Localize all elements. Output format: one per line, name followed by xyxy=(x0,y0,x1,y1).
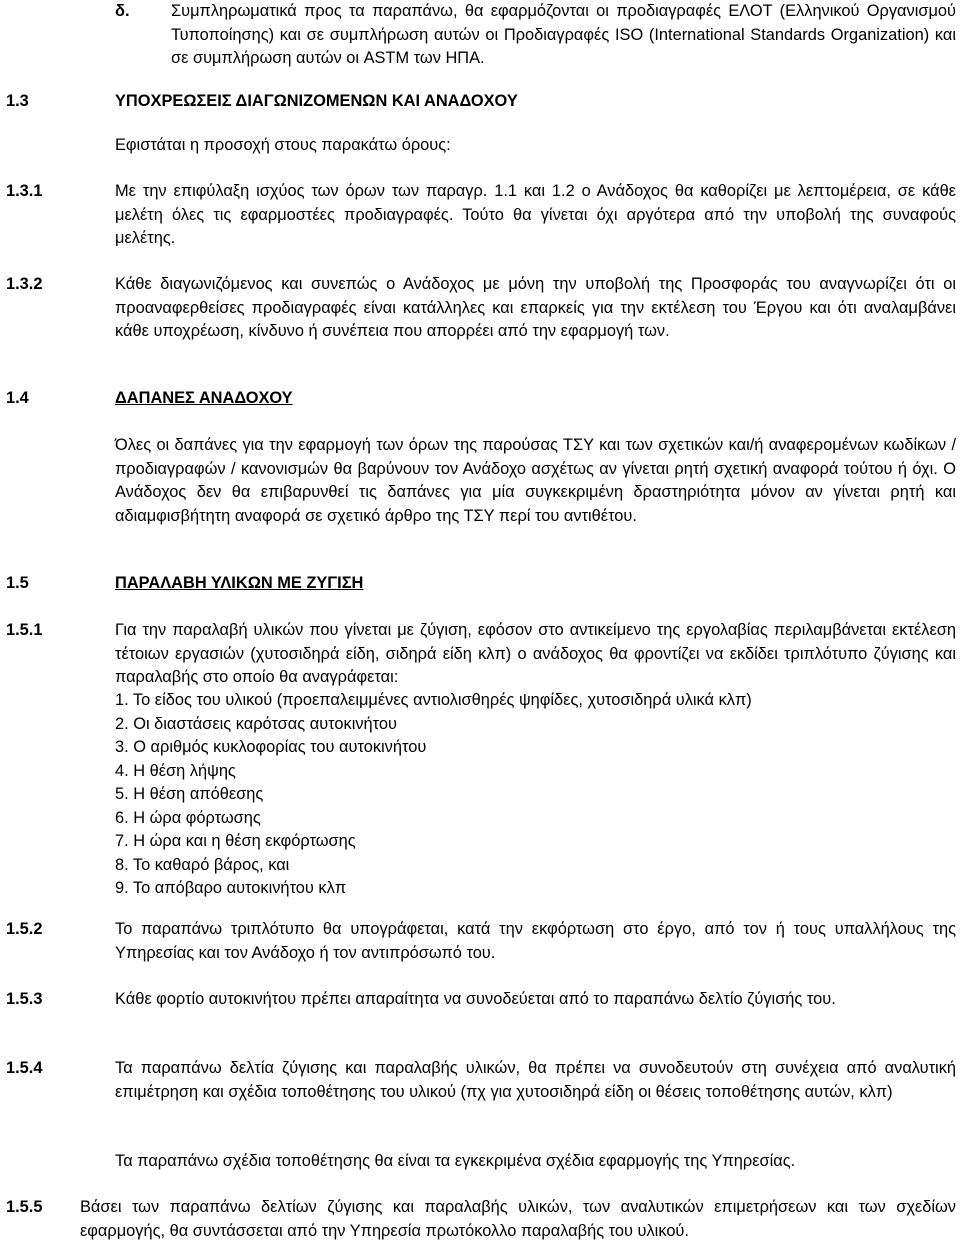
section-1-5-1-text: Για την παραλαβή υλικών που γίνεται με ζύγιση, εφόσον στο αντικείμενο της εργολαβίας περιλαμβάνεται εκτέλεση τέτοιων εργασιών (χυτοσιδηρά είδη, σιδηρά είδη κλπ) ο ανάδοχος θα φροντίζει να εκδίδει τριπλότυπο ζύγισης και παραλαβής στο οποίο θα αναγράφεται: xyxy=(115,621,956,686)
section-1-5-4-text: Τα παραπάνω δελτία ζύγισης και παραλαβής υλικών, θα πρέπει να συνοδευτούν στη συνέχεια από αναλυτική επιμέτρηση και σχέδια τοποθέτησης του υλικού (πχ για χυτοσιδηρά είδη οι θέσεις τοποθέτησης αυτών, κλπ) xyxy=(115,1059,956,1101)
section-1-4-number: 1.4 xyxy=(6,389,29,407)
section-1-3-title: ΥΠΟΧΡΕΩΣΕΙΣ ΔΙΑΓΩΝΙΖΟΜΕΝΩΝ ΚΑΙ ΑΝΑΔΟΧΟΥ xyxy=(115,92,518,110)
section-1-5-5-text: Βάσει των παραπάνω δελτίων ζύγισης και παραλαβής υλικών, των αναλυτικών επιμετρήσεων και των σχεδίων εφαρμογής, θα συντάσσεται από την Υπηρεσία πρωτόκολλο παραλαβής του υλικού. xyxy=(80,1198,956,1240)
section-1-3-number: 1.3 xyxy=(6,92,29,110)
section-1-5-4-number: 1.5.4 xyxy=(6,1059,43,1077)
section-1-4-text: Όλες οι δαπάνες για την εφαρμογή των όρων της παρούσας ΤΣΥ και των σχετικών και/ή αναφερομένων κωδίκων / προδιαγραφών / κανονισμών θα βαρύνουν τον Ανάδοχο ασχέτως αν γίνεται ρητή σχετική αναφορά τούτου ή όχι. Ο Ανάδοχος δεν θα επιβαρυνθεί τις δαπάνες για μία συγκεκριμένη δραστηριότητα μόνον αν γίνεται ρητή και αδιαμφισβήτητη αναφορά σε σχετικό άρθρο της ΤΣΥ περί του αντιθέτου. xyxy=(115,436,956,525)
list-item: 1. Το είδος του υλικού (προεπαλειμμένες αντιολισθηρές ψηφίδες, χυτοσιδηρά υλικά κλπ) xyxy=(115,691,752,709)
section-1-5-3-text: Κάθε φορτίο αυτοκινήτου πρέπει απαραίτητα να συνοδεύεται από το παραπάνω δελτίο ζύγισής του. xyxy=(115,990,836,1008)
list-item: 8. Το καθαρό βάρος, και xyxy=(115,855,290,874)
list-item: 5. Η θέση απόθεσης xyxy=(115,785,264,803)
item-d-text: Συμπληρωματικά προς τα παραπάνω, θα εφαρμόζονται οι προδιαγραφές ΕΛΟΤ (Ελληνικού Οργανισμού Τυποποίησης) και σε συμπλήρωση αυτών οι Προδιαγραφές ISO (International Standards Organization) και σε συμπλήρωση αυτών οι ASTM των ΗΠΑ. xyxy=(171,2,956,67)
list-item: 7. Η ώρα και η θέση εκφόρτωσης xyxy=(115,832,356,850)
list-item: 3. Ο αριθμός κυκλοφορίας του αυτοκινήτου xyxy=(115,738,427,756)
section-1-5-1-number: 1.5.1 xyxy=(6,621,43,639)
list-item: 9. Το απόβαρο αυτοκινήτου κλπ xyxy=(115,879,347,897)
section-1-5-2-number: 1.5.2 xyxy=(6,920,43,938)
section-1-5-4-note: Τα παραπάνω σχέδια τοποθέτησης θα είναι τα εγκεκριμένα σχέδια εφαρμογής της Υπηρεσίας. xyxy=(115,1152,796,1170)
section-1-3-1-number: 1.3.1 xyxy=(6,182,43,200)
section-1-3-intro: Εφιστάται η προσοχή στους παρακάτω όρους: xyxy=(115,136,451,154)
section-1-3-2-text: Κάθε διαγωνιζόμενος και συνεπώς ο Ανάδοχος με μόνη την υποβολή της Προσφοράς του αναγνωρίζει ότι οι προαναφερθείσες προδιαγραφές είναι κατάλληλες και επαρκείς για την εκτέλεση του Έργου και ότι αναλαμβάνει κάθε υποχρέωση, κίνδυνο ή συνέπεια που απορρέει από την εφαρμογή των. xyxy=(115,275,956,340)
item-d-label: δ. xyxy=(115,2,130,20)
list-item: 4. Η θέση λήψης xyxy=(115,761,236,780)
section-1-5-3-number: 1.5.3 xyxy=(6,990,43,1008)
section-1-3-2-number: 1.3.2 xyxy=(6,275,43,293)
section-1-5-2-text: Το παραπάνω τριπλότυπο θα υπογράφεται, κατά την εκφόρτωση στο έργο, από τον ή τους υπαλλήλους της Υπηρεσίας και τον Ανάδοχο ή τον αντιπρόσωπό του. xyxy=(115,920,956,962)
section-1-3-1-text: Με την επιφύλαξη ισχύος των όρων των παραγρ. 1.1 και 1.2 ο Ανάδοχος θα καθορίζει με λεπτομέρεια, σε κάθε μελέτη όλες τις εφαρμοστέες προδιαγραφές. Τούτο θα γίνεται όχι αργότερα από την υποβολή της συναφούς μελέτης. xyxy=(115,182,956,247)
section-1-5-title: ΠΑΡΑΛΑΒΗ ΥΛΙΚΩΝ ΜΕ ΖΥΓΙΣΗ xyxy=(115,574,364,592)
section-1-5-5-number: 1.5.5 xyxy=(6,1198,43,1216)
section-1-5-number: 1.5 xyxy=(6,574,29,592)
weighing-ticket-fields-list xyxy=(115,689,752,901)
list-item: 2. Οι διαστάσεις καρότσας αυτοκινήτου xyxy=(115,714,397,733)
section-1-4-title: ΔΑΠΑΝΕΣ ΑΝΑΔΟΧΟΥ xyxy=(115,389,293,407)
list-item: 6. Η ώρα φόρτωσης xyxy=(115,808,261,827)
